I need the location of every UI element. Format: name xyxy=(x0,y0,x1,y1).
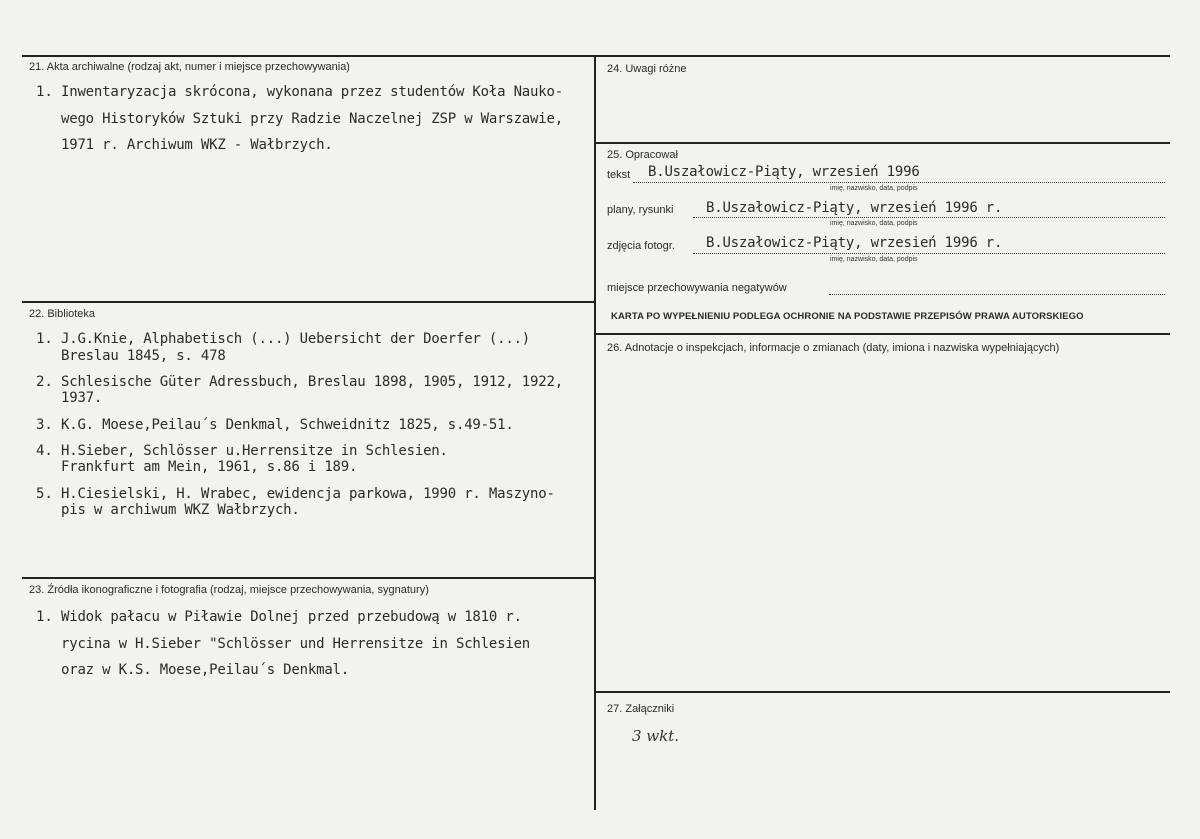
section-21-title: 21. Akta archiwalne (rodzaj akt, numer i miejsce przechowywania) xyxy=(29,61,350,73)
s22-item-line: Breslau 1845, s. 478 xyxy=(61,348,226,364)
s22-item-number: 5. xyxy=(36,486,53,502)
plany-label: plany, rysunki xyxy=(607,204,674,216)
column-divider xyxy=(594,55,596,810)
s22-item-number: 1. xyxy=(36,331,53,347)
s23-item-number: 1. xyxy=(36,609,53,625)
s22-item-line: H.Sieber, Schlösser u.Herrensitze in Schlesien. xyxy=(61,443,448,459)
section-23-title: 23. Źródła ikonograficzne i fotografia (rodzaj, miejsce przechowywania, sygnatury) xyxy=(29,584,429,596)
section-22-title: 22. Biblioteka xyxy=(29,308,96,320)
zdjecia-value: B.Uszałowicz-Piąty, wrzesień 1996 r. xyxy=(706,235,1003,251)
s22-item-line: 1937. xyxy=(61,390,103,406)
s22-item-line: J.G.Knie, Alphabetisch (...) Uebersicht der Doerfer (...) xyxy=(61,331,531,347)
plany-value: B.Uszałowicz-Piąty, wrzesień 1996 r. xyxy=(706,200,1003,216)
divider-22-23 xyxy=(22,577,595,579)
tekst-hint: imię, nazwisko, data, podpis xyxy=(830,185,918,192)
top-rule xyxy=(22,55,1170,57)
zdjecia-line xyxy=(693,253,1165,254)
section-27-title: 27. Załączniki xyxy=(607,703,675,715)
s22-item-number: 2. xyxy=(36,374,53,390)
zdjecia-label: zdjęcia fotogr. xyxy=(607,240,675,252)
section-24-title: 24. Uwagi różne xyxy=(607,63,687,75)
s22-item-number: 4. xyxy=(36,443,53,459)
s23-item-line: Widok pałacu w Piławie Dolnej przed przebudową w 1810 r. xyxy=(61,609,522,625)
s23-item-line: rycina w H.Sieber "Schlösser und Herrensitze in Schlesien xyxy=(61,636,531,652)
plany-line xyxy=(693,217,1165,218)
s22-item-line: pis w archiwum WKZ Wałbrzych. xyxy=(61,502,300,518)
s21-item-number: 1. xyxy=(36,84,53,100)
divider-21-22 xyxy=(22,301,595,303)
s22-item-line: Frankfurt am Mein, 1961, s.86 i 189. xyxy=(61,459,358,475)
zdjecia-hint: imię, nazwisko, data, podpis xyxy=(830,256,918,263)
s22-item-line: H.Ciesielski, H. Wrabec, ewidencja parkowa, 1990 r. Maszyno- xyxy=(61,486,555,502)
negatywy-label: miejsce przechowywania negatywów xyxy=(607,282,787,294)
section-26-title: 26. Adnotacje o inspekcjach, informacje o zmianach (daty, imiona i nazwiska wypełniających) xyxy=(607,342,1060,354)
section-25-title: 25. Opracował xyxy=(607,149,678,161)
handwritten-attachments: 3 wkt. xyxy=(632,727,680,745)
copyright-notice: KARTA PO WYPEŁNIENIU PODLEGA OCHRONIE NA PODSTAWIE PRZEPISÓW PRAWA AUTORSKIEGO xyxy=(611,311,1084,322)
s23-item-line: oraz w K.S. Moese,Peilau´s Denkmal. xyxy=(61,662,350,678)
s22-item-line: K.G. Moese,Peilau´s Denkmal, Schweidnitz 1825, s.49-51. xyxy=(61,417,514,433)
s22-item-number: 3. xyxy=(36,417,53,433)
divider-24-25 xyxy=(595,142,1170,144)
plany-hint: imię, nazwisko, data, podpis xyxy=(830,220,918,227)
s22-item-line: Schlesische Güter Adressbuch, Breslau 1898, 1905, 1912, 1922, xyxy=(61,374,563,390)
s21-item-line: 1971 r. Archiwum WKZ - Wałbrzych. xyxy=(61,137,333,153)
negatywy-line xyxy=(829,294,1165,295)
tekst-line xyxy=(633,182,1165,183)
tekst-value: B.Uszałowicz-Piąty, wrzesień 1996 xyxy=(648,164,920,180)
divider-25-26 xyxy=(595,333,1170,335)
divider-26-27 xyxy=(595,691,1170,693)
s21-item-line: Inwentaryzacja skrócona, wykonana przez studentów Koła Nauko- xyxy=(61,84,563,100)
tekst-label: tekst xyxy=(607,169,631,181)
s21-item-line: wego Historyków Sztuki przy Radzie Naczelnej ZSP w Warszawie, xyxy=(61,111,563,127)
